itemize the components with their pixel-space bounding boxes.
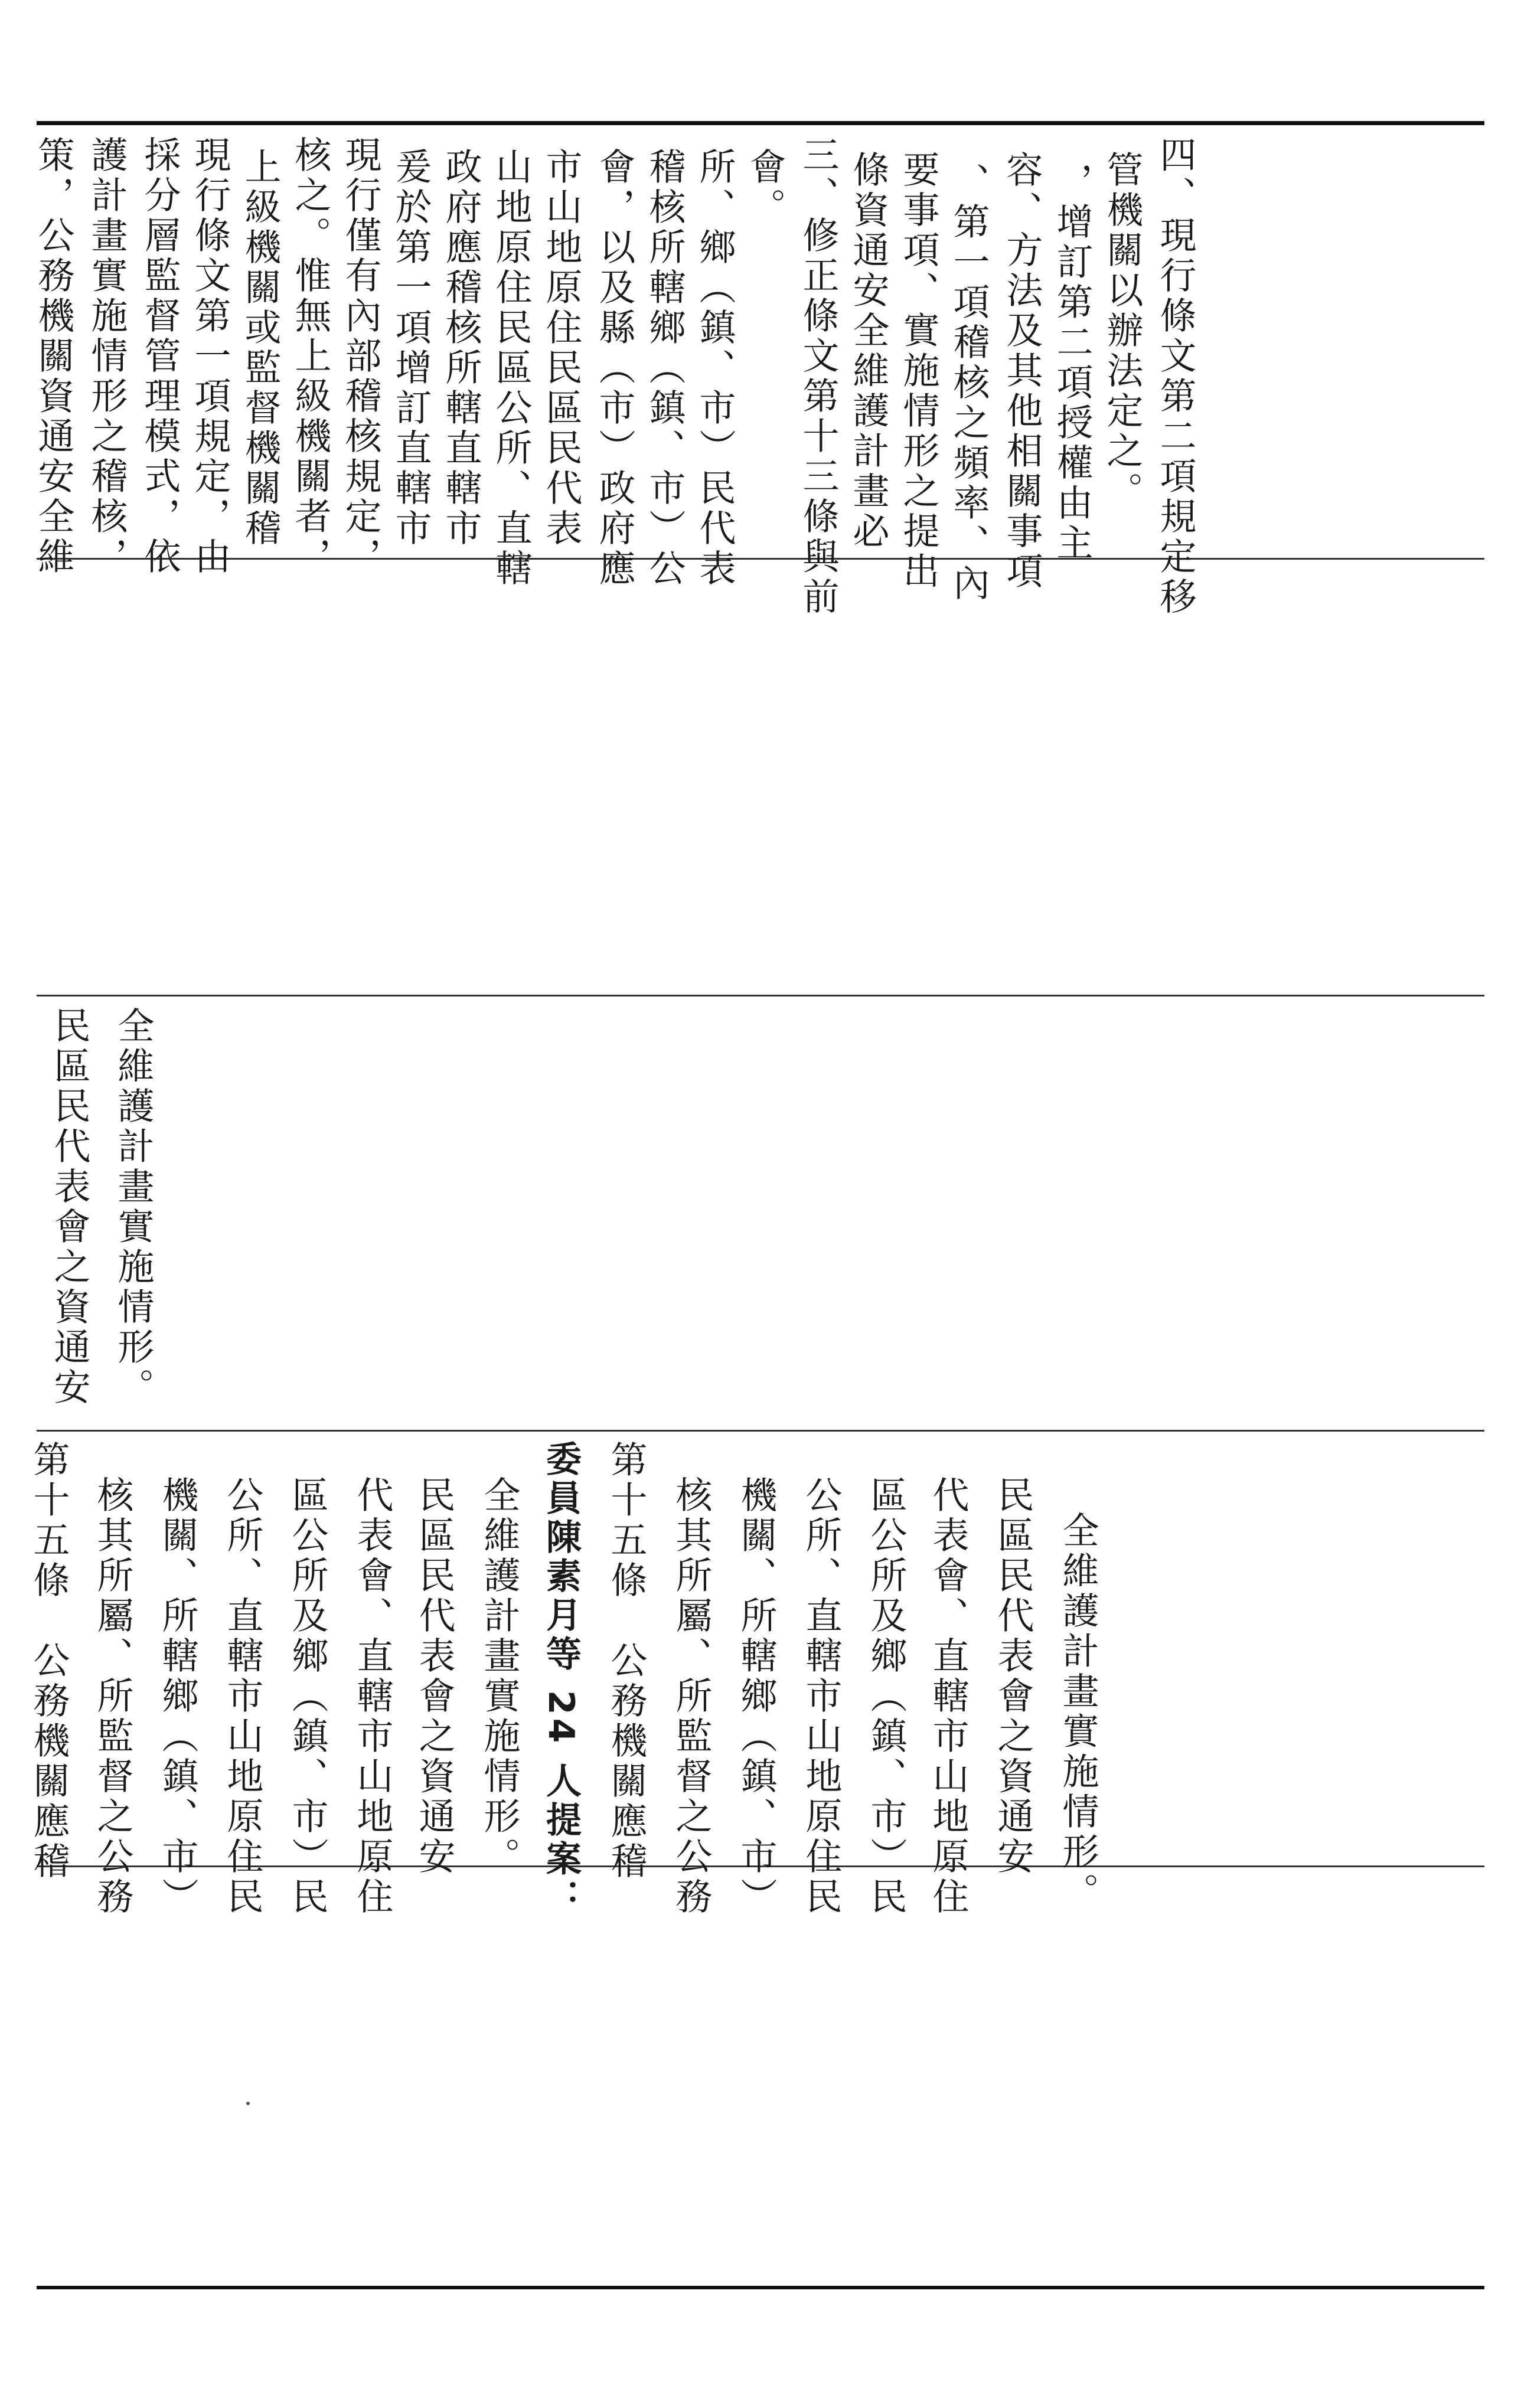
explanation-line: 四、現行條文第二項規定移 — [1154, 136, 1197, 617]
explanation-line: 策，公務機關資通安全維 — [32, 136, 75, 577]
explanation-line: 所、鄉（鎮、市）民代表 — [693, 148, 736, 589]
explanation-line: 政府應稽核所轄直轄市 — [439, 148, 482, 549]
explanation-line: 會。 — [743, 148, 786, 228]
explanation-line: 條資通安全維護計畫必 — [847, 151, 890, 552]
explanation-line: 核之。惟無上級機關者， — [289, 136, 332, 577]
explanation-line: 現行僅有內部稽核規定， — [339, 136, 382, 577]
explanation-line: 要事項、實施情形之提出 — [897, 151, 940, 592]
article-line: 全維護計畫實施情形。 — [478, 1476, 521, 1877]
explanation-line: 三、修正條文第十三條與前 — [797, 136, 840, 617]
explanation-line: 現行條文第一項規定，由 — [188, 136, 231, 577]
article-line: 區公所及鄉（鎮、市）民 — [864, 1476, 908, 1917]
proposer-heading: 委員陳素月等 24 人提案： — [540, 1440, 582, 1919]
article-line: 區公所及鄉（鎮、市）民 — [286, 1476, 329, 1917]
article-line: 民區民代表會之資通安 — [413, 1476, 456, 1877]
explanation-line: 護計畫實施情形之稽核， — [85, 136, 128, 577]
explanation-line: ，增訂第二項授權由主 — [1050, 162, 1094, 564]
explanation-line: 山地原住民區公所、直轄 — [489, 148, 533, 589]
explanation-line: 管機關以辦法定之。 — [1101, 151, 1144, 512]
explanation-line: 市山地原住民區民代表 — [540, 148, 583, 549]
article-line: 第十五條 公務機關應稽 — [605, 1440, 648, 1882]
explanation-line: 採分層監督管理模式，依 — [138, 136, 181, 577]
article-line: 第十五條 公務機關應稽 — [27, 1440, 70, 1882]
explanation-line: 稽核所轄鄉（鎮、市）公 — [643, 148, 686, 589]
bottom-rule — [37, 2286, 1484, 2289]
article-line: 公所、直轄市山地原住民 — [221, 1476, 264, 1917]
article-line: 機關、所轄鄉（鎮、市） — [156, 1476, 199, 1917]
article-line: 公所、直轄市山地原住民 — [799, 1476, 843, 1917]
top-rule — [37, 121, 1484, 125]
article-line: 全維護計畫實施情形。 — [1056, 1511, 1099, 1913]
speck — [246, 2102, 250, 2105]
article-line: 核其所屬、所監督之公務 — [670, 1476, 713, 1917]
amendment-line: 全維護計畫實施情形。 — [112, 1007, 155, 1408]
explanation-line: 、第一項稽核之頻率、內 — [947, 162, 990, 604]
article-line: 代表會、直轄市山地原住 — [926, 1476, 970, 1917]
article-line: 民區民代表會之資通安 — [991, 1476, 1034, 1877]
article-line: 機關、所轄鄉（鎮、市） — [735, 1476, 778, 1917]
amendment-line: 民區民代表會之資通安 — [48, 1007, 91, 1408]
explanation-line: 上級機關或監督機關稽 — [239, 148, 282, 549]
article-line: 核其所屬、所監督之公務 — [91, 1476, 134, 1917]
article-line: 代表會、直轄市山地原住 — [351, 1476, 394, 1917]
explanation-line: 容、方法及其他相關事項 — [1000, 151, 1043, 592]
explanation-line: 爰於第一項增訂直轄市 — [389, 148, 432, 549]
explanation-line: 會，以及縣（市）政府應 — [593, 148, 636, 589]
